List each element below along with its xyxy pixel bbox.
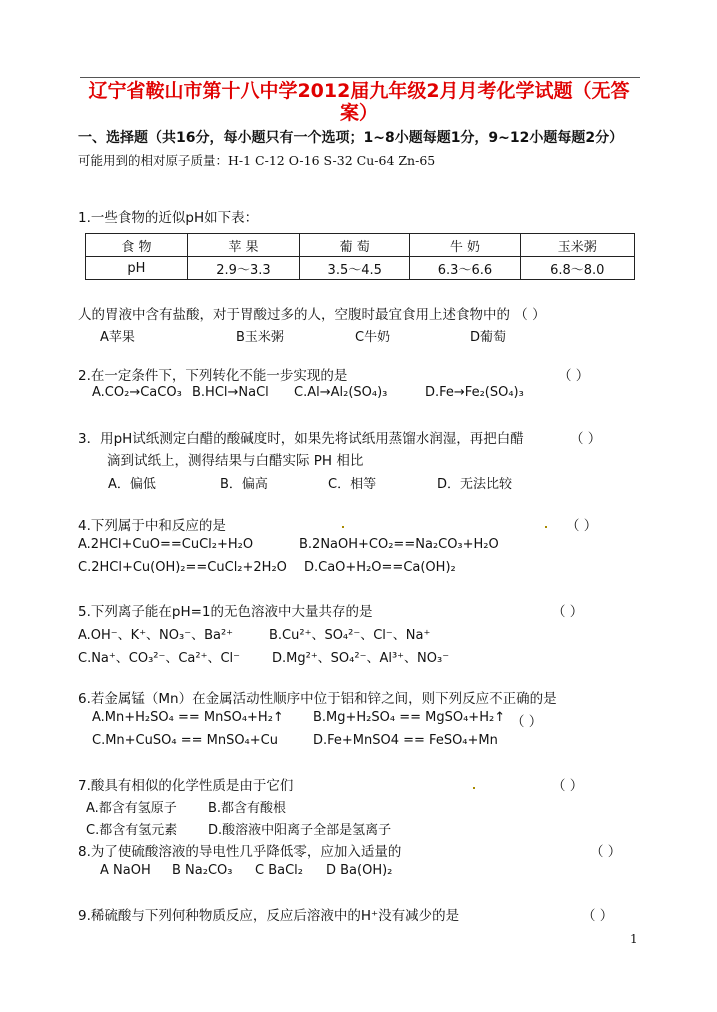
q5-answer-paren[interactable]: （ ） — [552, 604, 584, 620]
table-cell: 牛 奶 — [410, 234, 520, 257]
section-heading: 一、选择题（共16分，每小题只有一个选项；1~8小题每题1分，9~12小题每题2分） — [78, 130, 624, 146]
q1-stem: 1.一些食物的近似pH如下表： — [78, 210, 259, 226]
table-cell: 6.8～8.0 — [520, 257, 634, 280]
table-cell: pH — [86, 257, 188, 280]
table-row — [86, 234, 635, 257]
q6-option-a[interactable]: A.Mn+H₂SO₄ == MnSO₄+H₂↑ — [92, 710, 284, 725]
table-row — [86, 257, 635, 280]
header-rule — [80, 77, 640, 78]
q5-option-d[interactable]: D.Mg²⁺、SO₄²⁻、Al³⁺、NO₃⁻ — [272, 651, 450, 666]
q7-option-a[interactable]: A.都含有氢原子 — [86, 801, 177, 816]
table-cell: 食 物 — [86, 234, 188, 257]
q1-option-a[interactable]: A苹果 — [100, 330, 135, 345]
q3-answer-paren[interactable]: （ ） — [570, 431, 602, 447]
q2-option-c[interactable]: C.Al→Al₂(SO₄)₃ — [294, 385, 388, 400]
q6-stem: 6.若金属锰（Mn）在金属活动性顺序中位于铝和锌之间，则下列反应不正确的是 — [78, 691, 557, 707]
q9-answer-paren[interactable]: （ ） — [582, 908, 614, 924]
page-title: 辽宁省鞍山市第十八中学2012届九年级2月月考化学试题（无答案） — [88, 80, 630, 124]
q6-option-b[interactable]: B.Mg+H₂SO₄ == MgSO₄+H₂↑ — [313, 710, 506, 725]
q7-option-d[interactable]: D.酸溶液中阳离子全部是氢离子 — [208, 823, 392, 838]
speck-mark — [545, 526, 547, 528]
q3-option-a[interactable]: A．偏低 — [108, 477, 156, 492]
q8-answer-paren[interactable]: （ ） — [590, 844, 622, 860]
q7-stem: 7.酸具有相似的化学性质是由于它们 — [78, 778, 294, 794]
q4-option-b[interactable]: B.2NaOH+CO₂==Na₂CO₃+H₂O — [299, 537, 499, 552]
table-cell: 葡 萄 — [300, 234, 410, 257]
q8-stem: 8.为了使硫酸溶液的导电性几乎降低零，应加入适量的 — [78, 844, 402, 860]
q1-option-c[interactable]: C牛奶 — [355, 330, 391, 345]
speck-mark — [342, 526, 344, 528]
table-cell: 3.5～4.5 — [300, 257, 410, 280]
q4-option-c[interactable]: C.2HCl+Cu(OH)₂==CuCl₂+2H₂O — [78, 560, 287, 575]
q7-option-c[interactable]: C.都含有氢元素 — [86, 823, 178, 838]
table-cell: 玉米粥 — [520, 234, 634, 257]
q3-option-d[interactable]: D．无法比较 — [437, 477, 513, 492]
q8-option-c[interactable]: C BaCl₂ — [255, 863, 303, 878]
q2-stem: 2.在一定条件下，下列转化不能一步实现的是 — [78, 368, 348, 384]
atomic-masses: 可能用到的相对原子质量：H-1 C-12 O-16 S-32 Cu-64 Zn-65 — [78, 153, 436, 168]
q3-stem-line1: 3．用pH试纸测定白醋的酸碱度时，如果先将试纸用蒸馏水润湿，再把白醋 — [78, 431, 524, 447]
q1-question: 人的胃液中含有盐酸，对于胃酸过多的人，空腹时最宜食用上述食物中的 （ ） — [78, 307, 546, 323]
q5-option-b[interactable]: B.Cu²⁺、SO₄²⁻、Cl⁻、Na⁺ — [269, 628, 431, 643]
speck-mark — [473, 787, 475, 789]
q6-option-c[interactable]: C.Mn+CuSO₄ == MnSO₄+Cu — [92, 733, 278, 748]
q2-option-b[interactable]: B.HCl→NaCl — [192, 385, 269, 400]
q3-option-b[interactable]: B．偏高 — [220, 477, 268, 492]
q4-stem: 4.下列属于中和反应的是 — [78, 518, 226, 534]
q6-option-d[interactable]: D.Fe+MnSO4 == FeSO₄+Mn — [313, 733, 498, 748]
q2-answer-paren[interactable]: （ ） — [558, 368, 590, 384]
q5-option-c[interactable]: C.Na⁺、CO₃²⁻、Ca²⁺、Cl⁻ — [78, 651, 241, 666]
q2-option-a[interactable]: A.CO₂→CaCO₃ — [92, 385, 182, 400]
q5-stem: 5.下列离子能在pH=1的无色溶液中大量共存的是 — [78, 604, 373, 620]
q8-option-a[interactable]: A NaOH — [100, 863, 151, 878]
table-cell: 苹 果 — [187, 234, 299, 257]
q1-option-b[interactable]: B玉米粥 — [236, 330, 284, 345]
ph-table — [85, 233, 635, 280]
q4-answer-paren[interactable]: （ ） — [566, 518, 598, 534]
q4-option-a[interactable]: A.2HCl+CuO==CuCl₂+H₂O — [78, 537, 254, 552]
q3-stem-line2: 滴到试纸上，测得结果与白醋实际 PH 相比 — [107, 453, 364, 469]
q7-option-b[interactable]: B.都含有酸根 — [208, 801, 287, 816]
q8-option-d[interactable]: D Ba(OH)₂ — [326, 863, 393, 878]
q6-answer-paren[interactable]: （ ） — [511, 714, 543, 730]
page-number: 1 — [630, 932, 638, 946]
table-cell: 6.3～6.6 — [410, 257, 520, 280]
q9-stem: 9.稀硫酸与下列何种物质反应，反应后溶液中的H⁺没有减少的是 — [78, 908, 460, 924]
q7-answer-paren[interactable]: （ ） — [552, 778, 584, 794]
q1-option-d[interactable]: D葡萄 — [470, 330, 507, 345]
q8-option-b[interactable]: B Na₂CO₃ — [172, 863, 233, 878]
q3-option-c[interactable]: C．相等 — [328, 477, 377, 492]
q4-option-d[interactable]: D.CaO+H₂O==Ca(OH)₂ — [304, 560, 456, 575]
q5-option-a[interactable]: A.OH⁻、K⁺、NO₃⁻、Ba²⁺ — [78, 628, 234, 643]
q2-option-d[interactable]: D.Fe→Fe₂(SO₄)₃ — [425, 385, 524, 400]
table-cell: 2.9～3.3 — [187, 257, 299, 280]
